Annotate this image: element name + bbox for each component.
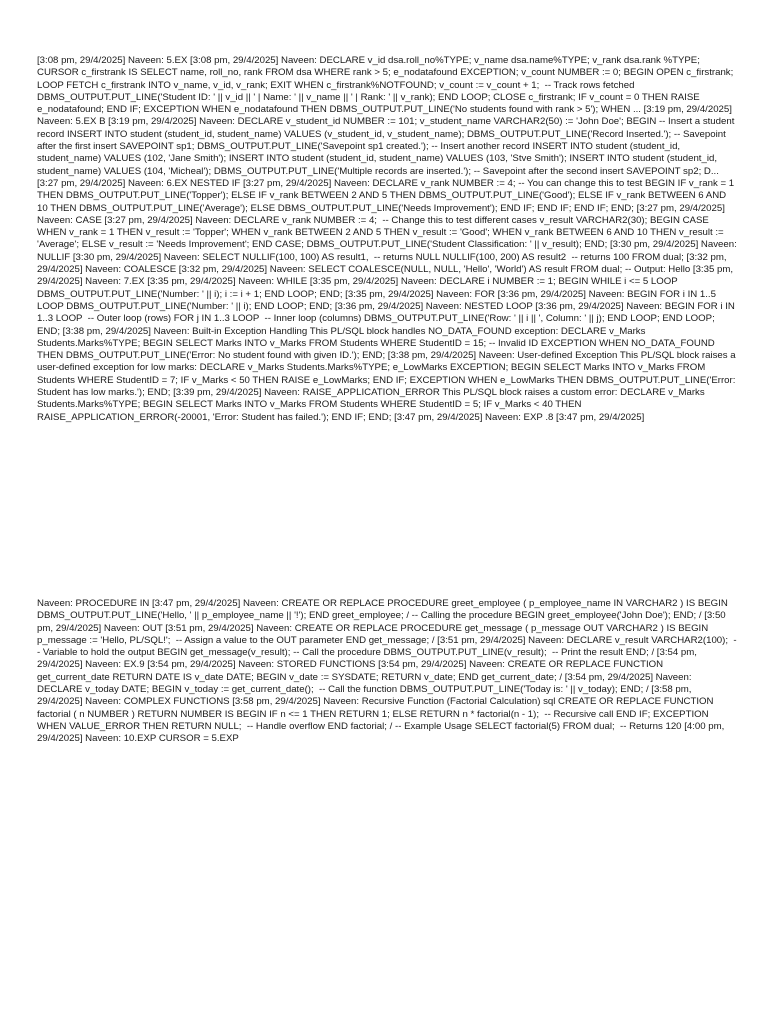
chat-export-paragraph: [3:08 pm, 29/4/2025] Naveen: 5.EX [3:08 pm, 29/4/2025] Naveen: DECLARE v_id dsa.roll_no%TYPE; v_name dsa.name%TYPE; v_rank dsa.rank %TYPE; CURSOR c_firstrank IS SELECT name, roll_no, rank FROM dsa WHERE rank > 5; e_nodatafound EXCEPTION; v_count NUMBER := 0; BEGIN OPEN c_firstrank; LOOP FETCH c_firstrank INTO v_name, v_id, v_rank; EXIT WHEN c_firstrank%NOTFOUND; v_count := v_count + 1; -- Track rows fetched DBMS_OUTPUT.PUT_LINE('Student ID: ' || v_id || ' | Name: ' || v_name || ' | Rank: ' || v_rank); END LOOP; CLOSE c_firstrank; IF v_count = 0 THEN RAISE e_nodatafound; END IF; EXCEPTION WHEN e_nodatafound THEN DBMS_OUTPUT.PUT_LINE('No students found with rank > 5'); WHEN ... [3:19 pm, 29/4/2025] Naveen: 5.EX B [3:19 pm, 29/4/2025] Naveen: DECLARE v_student_id NUMBER := 101; v_student_name VARCHAR2(50) := 'John Doe'; BEGIN -- Insert a student record INSERT INTO student (student_id, student_name) VALUES (v_student_id, v_student_name); DBMS_OUTPUT.PUT_LINE('Record Inserted.'); -- Savepoint after the first insert SAVEPOINT sp1; DBMS_OUTPUT.PUT_LINE('Savepoint sp1 created.'); -- Insert another record INSERT INTO student (student_id, student_name) VALUES (102, 'Jane Smith'); INSERT INTO student (student_id, student_name) VALUES (103, 'Stve Smith'); INSERT INTO student (student_id, student_name) VALUES (104, 'Micheal'); DBMS_OUTPUT.PUT_LINE('Multiple records are inserted.'); -- Savepoint after the second insert SAVEPOINT sp2; D... [3:27 pm, 29/4/2025] Naveen: 6.EX NESTED IF [3:27 pm, 29/4/2025] Naveen: DECLARE v_rank NUMBER := 4; -- You can change this to test BEGIN IF v_rank = 1 THEN DBMS_OUTPUT.PUT_LINE('Topper'); ELSE IF v_rank BETWEEN 2 AND 5 THEN DBMS_OUTPUT.PUT_LINE('Good'); ELSE IF v_rank BETWEEN 6 AND 10 THEN DBMS_OUTPUT.PUT_LINE('Average'); ELSE DBMS_OUTPUT.PUT_LINE('Needs Improvement'); END IF; END IF; END IF; END; [3:27 pm, 29/4/2025] Naveen: CASE [3:27 pm, 29/4/2025] Naveen: DECLARE v_rank NUMBER := 4; -- Change this to test different cases v_result VARCHAR2(30); BEGIN CASE WHEN v_rank = 1 THEN v_result := 'Topper'; WHEN v_rank BETWEEN 2 AND 5 THEN v_result := 'Good'; WHEN v_rank BETWEEN 6 AND 10 THEN v_result := 'Average'; ELSE v_result := 'Needs Improvement'; END CASE; DBMS_OUTPUT.PUT_LINE('Student Classification: ' || v_result); END; [3:30 pm, 29/4/2025] Naveen: NULLIF [3:30 pm, 29/4/2025] Naveen: SELECT NULLIF(100, 100) AS result1, -- returns NULL NULLIF(100, 200) AS result2 -- returns 100 FROM dual; [3:32 pm, 29/4/2025] Naveen: COALESCE [3:32 pm, 29/4/2025] Naveen: SELECT COALESCE(NULL, NULL, 'Hello', 'World') AS result FROM dual; -- Output: Hello [3:35 pm, 29/4/2025] Naveen: 7.EX [3:35 pm, 29/4/2025] Naveen: WHILE [3:35 pm, 29/4/2025] Naveen: DECLARE i NUMBER := 1; BEGIN WHILE i <= 5 LOOP DBMS_OUTPUT.PUT_LINE('Number: ' || i); i := i + 1; END LOOP; END; [3:35 pm, 29/4/2025] Naveen: FOR [3:36 pm, 29/4/2025] Naveen: BEGIN FOR i IN 1..5 LOOP DBMS_OUTPUT.PUT_LINE('Number: ' || i); END LOOP; END; [3:36 pm, 29/4/2025] Naveen: NESTED LOOP [3:36 pm, 29/4/2025] Naveen: BEGIN FOR i IN 1..3 LOOP -- Outer loop (rows) FOR j IN 1..3 LOOP -- Inner loop (columns) DBMS_OUTPUT.PUT_LINE('Row: ' || i || ', Column: ' || j); END LOOP; END LOOP; END; [3:38 pm, 29/4/2025] Naveen: Built-in Exception Handling This PL/SQL block handles NO_DATA_FOUND exception: DECLARE v_Marks Students.Marks%TYPE; BEGIN SELECT Marks INTO v_Marks FROM Students WHERE StudentID = 15; -- Invalid ID EXCEPTION WHEN NO_DATA_FOUND THEN DBMS_OUTPUT.PUT_LINE('Error: No student found with given ID.'); END; [3:38 pm, 29/4/2025] Naveen: User-defined Exception This PL/SQL block raises a user-defined exception for low marks: DECLARE v_Marks Students.Marks%TYPE; e_LowMarks EXCEPTION; BEGIN SELECT Marks INTO v_Marks FROM Students WHERE StudentID = 7; IF v_Marks < 50 THEN RAISE e_LowMarks; END IF; EXCEPTION WHEN e_LowMarks THEN DBMS_OUTPUT.PUT_LINE('Error: Student has low marks.'); END; [3:39 pm, 29/4/2025] Naveen: RAISE_APPLICATION_ERROR This PL/SQL block raises a custom error: DECLARE v_Marks Students.Marks%TYPE; BEGIN SELECT Marks INTO v_Marks FROM Students WHERE StudentID = 5; IF v_Marks < 40 THEN RAISE_APPLICATION_ERROR(-20001, 'Error: Student has failed.'); END IF; END; [3:47 pm, 29/4/2025] Naveen: EXP .8 [3:47 pm, 29/4/2025]	[37, 55, 740, 423]
chat-export-paragraph: Naveen: PROCEDURE IN [3:47 pm, 29/4/2025] Naveen: CREATE OR REPLACE PROCEDURE greet_employee ( p_employee_name IN VARCHAR2 ) IS BEGIN DBMS_OUTPUT.PUT_LINE('Hello, ' || p_employee_name || '!'); END greet_employee; / -- Calling the procedure BEGIN greet_employee('John Doe'); END; / [3:50 pm, 29/4/2025] Naveen: OUT [3:51 pm, 29/4/2025] Naveen: CREATE OR REPLACE PROCEDURE get_message ( p_message OUT VARCHAR2 ) IS BEGIN p_message := 'Hello, PL/SQL!'; -- Assign a value to the OUT parameter END get_message; / [3:51 pm, 29/4/2025] Naveen: DECLARE v_result VARCHAR2(100); -- Variable to hold the output BEGIN get_message(v_result); -- Call the procedure DBMS_OUTPUT.PUT_LINE(v_result); -- Print the result END; / [3:54 pm, 29/4/2025] Naveen: EX.9 [3:54 pm, 29/4/2025] Naveen: STORED FUNCTIONS [3:54 pm, 29/4/2025] Naveen: CREATE OR REPLACE FUNCTION get_current_date RETURN DATE IS v_date DATE; BEGIN v_date := SYSDATE; RETURN v_date; END get_current_date; / [3:54 pm, 29/4/2025] Naveen: DECLARE v_today DATE; BEGIN v_today := get_current_date(); -- Call the function DBMS_OUTPUT.PUT_LINE('Today is: ' || v_today); END; / [3:58 pm, 29/4/2025] Naveen: COMPLEX FUNCTIONS [3:58 pm, 29/4/2025] Naveen: Recursive Function (Factorial Calculation) sql CREATE OR REPLACE FUNCTION factorial ( n NUMBER ) RETURN NUMBER IS BEGIN IF n <= 1 THEN RETURN 1; ELSE RETURN n * factorial(n - 1); -- Recursive call END IF; EXCEPTION WHEN VALUE_ERROR THEN RETURN NULL; -- Handle overflow END factorial; / -- Example Usage SELECT factorial(5) FROM dual; -- Returns 120 [4:00 pm, 29/4/2025] Naveen: 10.EXP CURSOR = 5.EXP	[37, 598, 737, 745]
